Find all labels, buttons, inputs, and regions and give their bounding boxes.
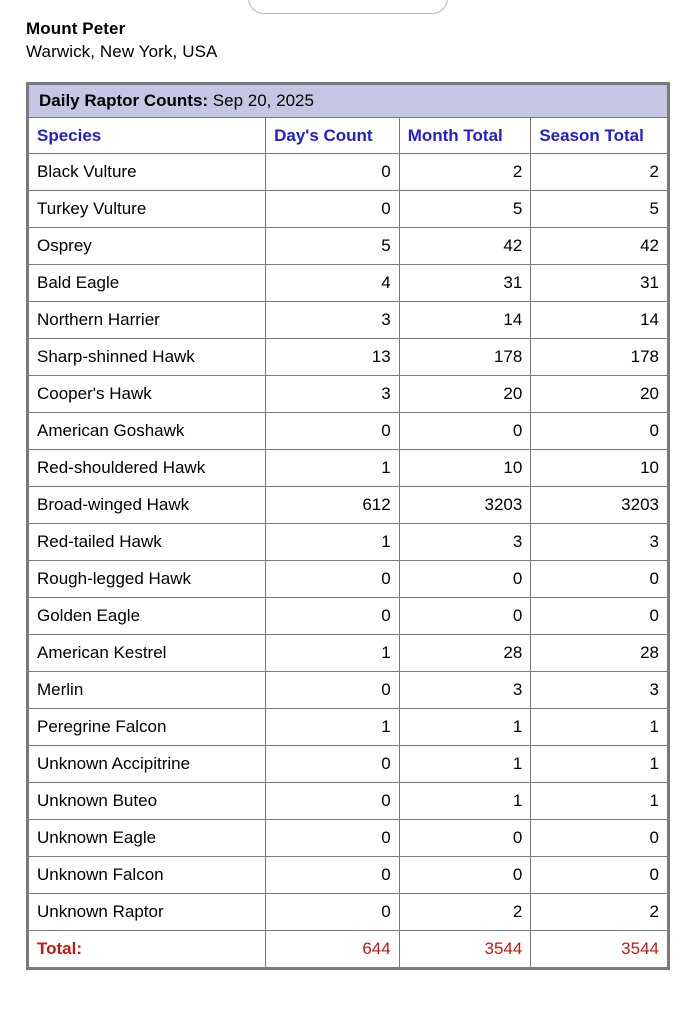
cell-season: 1 [531,783,668,820]
cell-day: 3 [266,302,400,339]
cell-month: 178 [399,339,531,376]
cell-season: 28 [531,635,668,672]
cell-species: Bald Eagle [29,265,266,302]
table-row [29,561,668,598]
cell-season: 3 [531,524,668,561]
cell-month: 0 [399,857,531,894]
table-caption-row [29,85,668,118]
table-row [29,598,668,635]
table-row [29,191,668,228]
cell-month: 0 [399,561,531,598]
cell-day: 13 [266,339,400,376]
cell-species: Rough-legged Hawk [29,561,266,598]
cell-month: 0 [399,598,531,635]
cell-species: Sharp-shinned Hawk [29,339,266,376]
cell-species: Broad-winged Hawk [29,487,266,524]
cell-day: 0 [266,598,400,635]
cell-month: 1 [399,783,531,820]
cell-month: 1 [399,746,531,783]
cell-season: 0 [531,820,668,857]
table-row [29,302,668,339]
cell-month: 0 [399,820,531,857]
cell-month: 5 [399,191,531,228]
cell-season: 0 [531,561,668,598]
table-header-row [29,118,668,154]
cell-day: 0 [266,857,400,894]
cell-species: Merlin [29,672,266,709]
cell-month: 2 [399,154,531,191]
cell-day: 0 [266,783,400,820]
column-header-2[interactable]: Month Total [399,118,531,154]
cell-day: 1 [266,450,400,487]
cell-month: 42 [399,228,531,265]
column-header-3[interactable]: Season Total [531,118,668,154]
table-row [29,635,668,672]
column-header-1[interactable]: Day's Count [266,118,400,154]
cell-season: 42 [531,228,668,265]
daily-raptor-counts-table-container [26,82,670,970]
table-total-row [29,931,668,968]
cell-species: Cooper's Hawk [29,376,266,413]
cell-day: 5 [266,228,400,265]
cell-month: 20 [399,376,531,413]
table-row [29,376,668,413]
cell-season: 31 [531,265,668,302]
cell-month: 10 [399,450,531,487]
cell-month: 3 [399,524,531,561]
cell-species: Unknown Raptor [29,894,266,931]
cell-day: 3 [266,376,400,413]
cell-month: 3203 [399,487,531,524]
cell-month: 2 [399,894,531,931]
cell-species: Unknown Buteo [29,783,266,820]
table-row [29,672,668,709]
page-title: Mount Peter [26,19,126,38]
table-caption-date: Sep 20, 2025 [212,91,314,110]
cell-species: Turkey Vulture [29,191,266,228]
table-row [29,746,668,783]
cell-day: 1 [266,635,400,672]
cell-season: 5 [531,191,668,228]
cell-month: 3 [399,672,531,709]
daily-raptor-counts-table [28,84,668,968]
table-caption-cell [29,85,668,118]
cell-month: 31 [399,265,531,302]
cell-month: 14 [399,302,531,339]
top-rounded-control[interactable] [0,0,696,4]
cell-species: Peregrine Falcon [29,709,266,746]
cell-species: Unknown Accipitrine [29,746,266,783]
total-cell-label: Total: [29,931,266,968]
cell-season: 0 [531,413,668,450]
cell-day: 1 [266,709,400,746]
cell-season: 2 [531,154,668,191]
cell-month: 0 [399,413,531,450]
cell-season: 0 [531,598,668,635]
cell-species: Black Vulture [29,154,266,191]
table-caption-label: Daily Raptor Counts: [39,91,209,110]
cell-day: 4 [266,265,400,302]
cell-species: Unknown Falcon [29,857,266,894]
cell-season: 3 [531,672,668,709]
cell-season: 14 [531,302,668,339]
column-header-0[interactable]: Species [29,118,266,154]
cell-day: 0 [266,820,400,857]
table-row [29,524,668,561]
cell-season: 2 [531,894,668,931]
cell-day: 0 [266,672,400,709]
cell-season: 1 [531,746,668,783]
cell-day: 0 [266,413,400,450]
site-location: Warwick, New York, USA [26,42,218,61]
cell-day: 0 [266,746,400,783]
cell-day: 0 [266,894,400,931]
cell-species: Northern Harrier [29,302,266,339]
table-row [29,450,668,487]
cell-season: 178 [531,339,668,376]
total-cell-season: 3544 [531,931,668,968]
cell-species: Osprey [29,228,266,265]
table-row [29,413,668,450]
table-row [29,339,668,376]
cell-day: 0 [266,154,400,191]
table-row [29,228,668,265]
cell-day: 0 [266,191,400,228]
cell-month: 1 [399,709,531,746]
top-pill-shape[interactable] [248,0,448,14]
table-row [29,857,668,894]
table-row [29,894,668,931]
table-row [29,820,668,857]
cell-species: Red-shouldered Hawk [29,450,266,487]
table-row [29,154,668,191]
table-row [29,783,668,820]
cell-season: 10 [531,450,668,487]
cell-species: Unknown Eagle [29,820,266,857]
total-cell-month: 3544 [399,931,531,968]
cell-day: 612 [266,487,400,524]
cell-season: 1 [531,709,668,746]
cell-species: Red-tailed Hawk [29,524,266,561]
total-cell-day: 644 [266,931,400,968]
cell-day: 0 [266,561,400,598]
cell-species: Golden Eagle [29,598,266,635]
cell-day: 1 [266,524,400,561]
cell-season: 20 [531,376,668,413]
cell-season: 3203 [531,487,668,524]
cell-season: 0 [531,857,668,894]
table-row [29,709,668,746]
cell-month: 28 [399,635,531,672]
cell-species: American Goshawk [29,413,266,450]
table-row [29,265,668,302]
table-row [29,487,668,524]
cell-species: American Kestrel [29,635,266,672]
